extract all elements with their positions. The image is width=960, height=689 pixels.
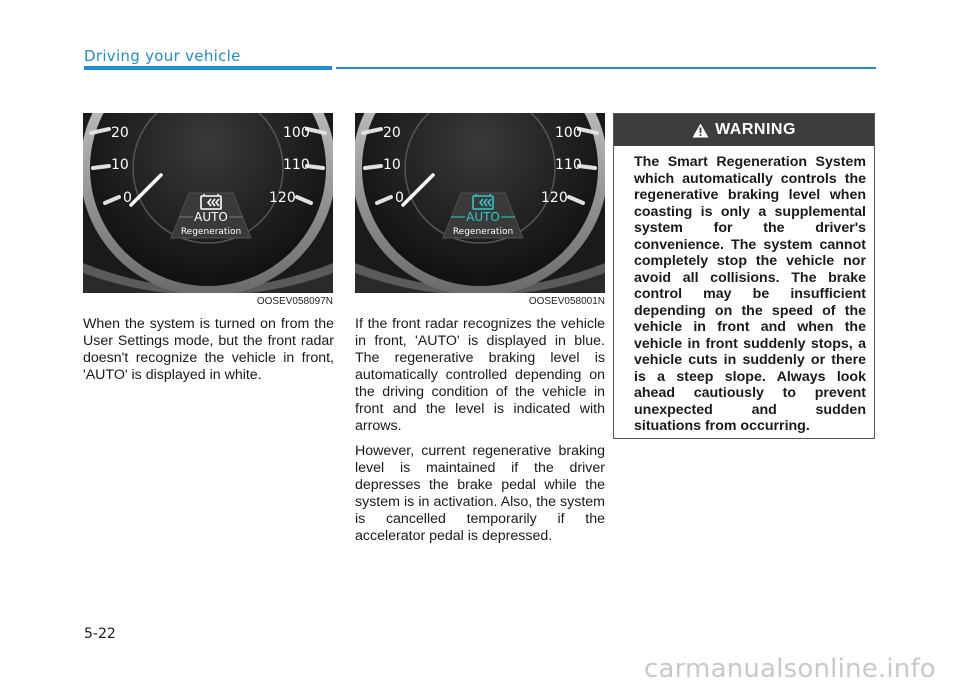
warning-header	[614, 114, 874, 146]
mode-subtitle: Regeneration	[180, 227, 242, 237]
gauge-label-110: 110	[555, 157, 582, 173]
gauge-label-10: 10	[111, 157, 129, 173]
gauge-label-20: 20	[383, 125, 401, 141]
mode-label: AUTO	[466, 210, 500, 224]
gauge-illustration	[355, 113, 605, 293]
gauge-label-0: 0	[123, 190, 132, 206]
gauge-label-110: 110	[283, 157, 310, 173]
warning-text: The Smart Regeneration System which automatically controls the regenerative braking level when coasting is only a supplemental system for the driver's convenience. The system cannot completely stop the vehicle nor avoid all collisions. The brake control may be insufficient depending on the speed of the vehicle in front and when the vehicle in front suddenly stops, a vehicle cuts in suddenly or there is a steep slope. Always look ahead cautiously to prevent unexpected and sudden situations from occurring.	[634, 154, 866, 434]
right-column-text	[355, 316, 605, 553]
paragraph: If the front radar recognizes the vehicle in front, 'AUTO' is displayed in blue. The regenerative braking level is automatically controlled depending on the driving condition of the vehicle in front and the level is indicated with arrows.	[355, 316, 605, 434]
mode-label: AUTO	[194, 210, 228, 224]
gauge-label-120: 120	[269, 190, 296, 206]
section-title: Driving your vehicle	[84, 47, 241, 65]
figure-caption: OOSEV058097N	[256, 296, 333, 307]
warning-title: WARNING	[715, 121, 796, 138]
watermark: carmanualsonline.info	[644, 654, 936, 684]
gauge-illustration	[83, 113, 333, 293]
left-column-text: When the system is turned on from the User Settings mode, but the front radar doesn't recognize the vehicle in front, 'AUTO' is displayed in white.	[83, 316, 334, 383]
figure-cluster-white	[83, 113, 333, 293]
gauge-label-20: 20	[111, 125, 129, 141]
warning-box	[613, 113, 875, 439]
gauge-label-120: 120	[541, 190, 568, 206]
page-number: 5-22	[84, 626, 116, 642]
figure-cluster-blue	[355, 113, 605, 293]
gauge-label-100: 100	[555, 125, 582, 141]
gauge-label-0: 0	[395, 190, 404, 206]
gauge-label-100: 100	[283, 125, 310, 141]
header-rule-thick	[84, 66, 332, 70]
header-rule-thin	[336, 67, 876, 69]
warning-triangle-icon	[692, 123, 709, 138]
figure-caption: OOSEV058001N	[528, 296, 605, 307]
mode-subtitle: Regeneration	[452, 227, 514, 237]
paragraph: However, current regenerative braking level is maintained if the driver depresses the brake pedal while the system is in activation. Also, the system is cancelled temporarily if the accelerator pedal is depressed.	[355, 443, 605, 544]
gauge-label-10: 10	[383, 157, 401, 173]
